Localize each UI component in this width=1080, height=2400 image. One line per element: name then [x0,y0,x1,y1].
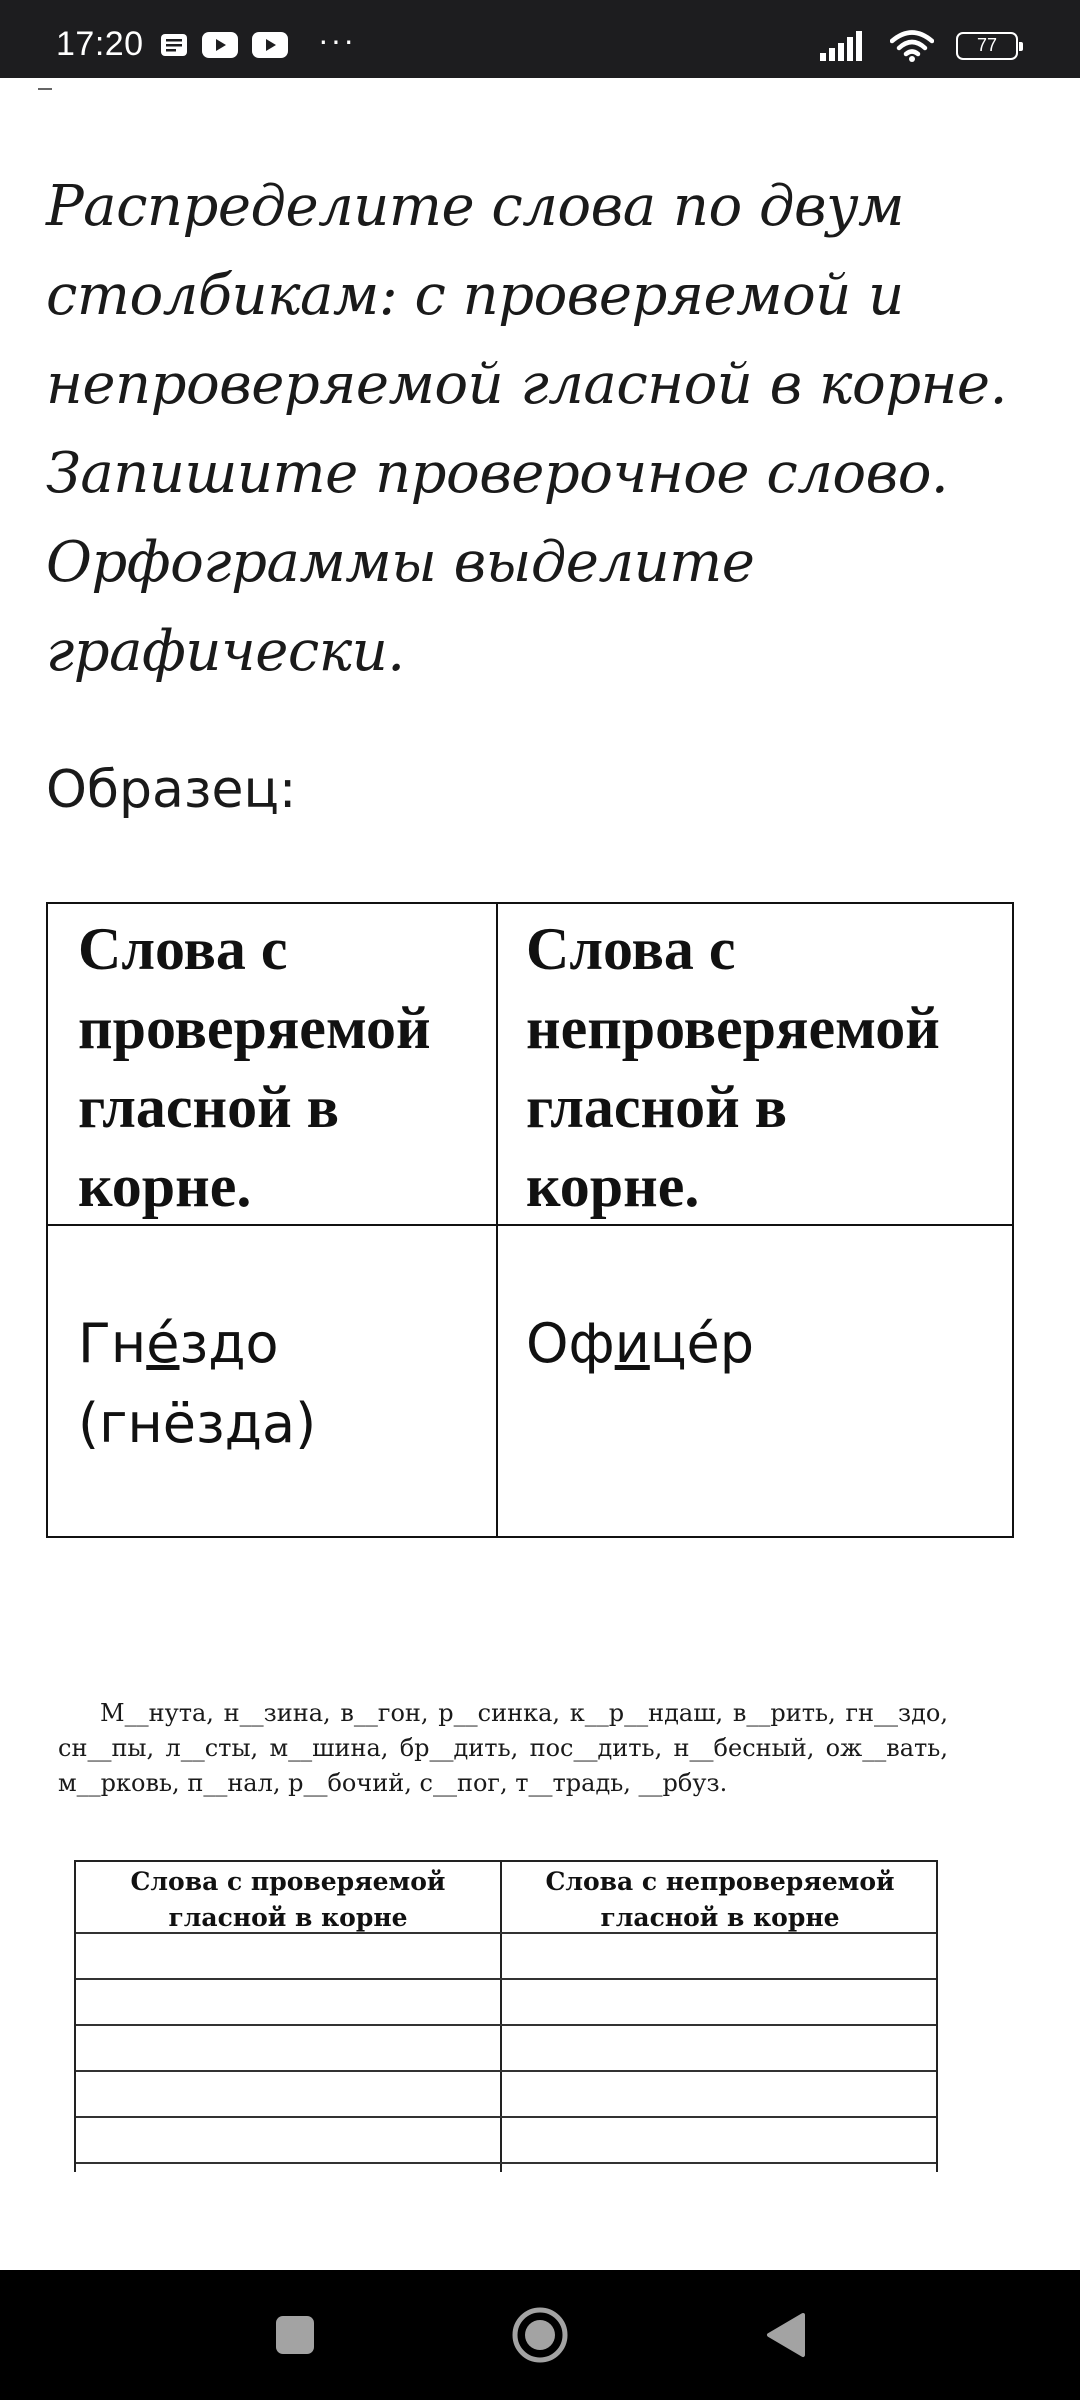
table-row-line [76,1932,936,1934]
header-line: корне. [526,1153,700,1219]
task-line: Орфограммы выделите [46,530,755,595]
youtube-icon [202,32,238,58]
header-line: Слова с [78,916,288,982]
spelling-highlight: е́ [146,1312,180,1375]
header-line: проверяемой [78,995,431,1061]
notification-icons [160,32,288,58]
battery-icon: 77 [956,32,1018,60]
check-word: (гнёзда) [78,1392,317,1455]
header-line: Слова с [526,916,736,982]
worksheet-col2-header [502,1864,938,1936]
home-button[interactable] [494,2270,586,2400]
sample-label: Образец: [46,760,297,820]
header-line: гласной в корне [168,1903,408,1932]
system-icons [820,30,1018,62]
exercise-word-list: М__нута, н__зина, в__гон, р__синка, к__р__ндаш, в__рить, гн__здо, сн__пы, л__сты, м__шина, бр__дить, пос__дить, н__бесный, ож__вать, м__рковь, п__нал, р__бочий, с__пог, т__традь, __рбуз. [58,1699,948,1797]
header-line: гласной в корне [600,1903,840,1932]
header-line: гласной в [78,1074,340,1140]
header-line: Слова с непроверяемой [545,1867,895,1896]
task-instruction [46,162,1046,696]
recents-button[interactable] [250,2270,340,2400]
table-row-line [76,2116,936,2118]
task-line: столбикам: с проверяемой и [46,263,904,328]
cropped-text-fragment [38,80,52,90]
header-line: корне. [78,1153,252,1219]
sample-col1-header [78,910,488,1226]
signal-icon [820,31,868,61]
home-circle-icon [511,2306,569,2364]
table-row-line [76,2024,936,2026]
example-word: Офицéр [526,1312,755,1375]
message-icon [160,33,188,57]
sample-example-unchecked [526,1304,966,1384]
worksheet-col1-header [76,1864,500,1936]
status-bar [0,0,1080,78]
worksheet-table [74,1860,938,2172]
sample-col2-header [526,910,996,1226]
header-line: непроверяемой [526,995,940,1061]
sample-example-checked [78,1304,478,1464]
task-line: Распределите слова по двум [46,174,904,239]
square-icon [274,2314,316,2356]
spelling-highlight: и [614,1312,650,1375]
back-triangle-icon [763,2311,807,2359]
more-notifications-icon: ··· [318,22,356,58]
sample-table [46,902,1014,1538]
status-time: 17:20 [56,25,144,63]
example-word: Гне́здо [78,1312,279,1375]
header-line: гласной в [526,1074,788,1140]
table-divider [496,904,498,1536]
back-button[interactable] [740,2270,830,2400]
table-row-line [76,2070,936,2072]
task-line: Запишите проверочное слово. [46,441,949,506]
header-line: Слова с проверяемой [130,1867,446,1896]
navigation-bar [0,2270,1080,2400]
task-line: непроверяемой гласной в корне. [46,352,1007,417]
table-row-line [76,2162,936,2164]
wifi-icon [890,30,934,62]
youtube-icon [252,32,288,58]
task-line: графически. [46,619,405,684]
table-row-line [76,1978,936,1980]
